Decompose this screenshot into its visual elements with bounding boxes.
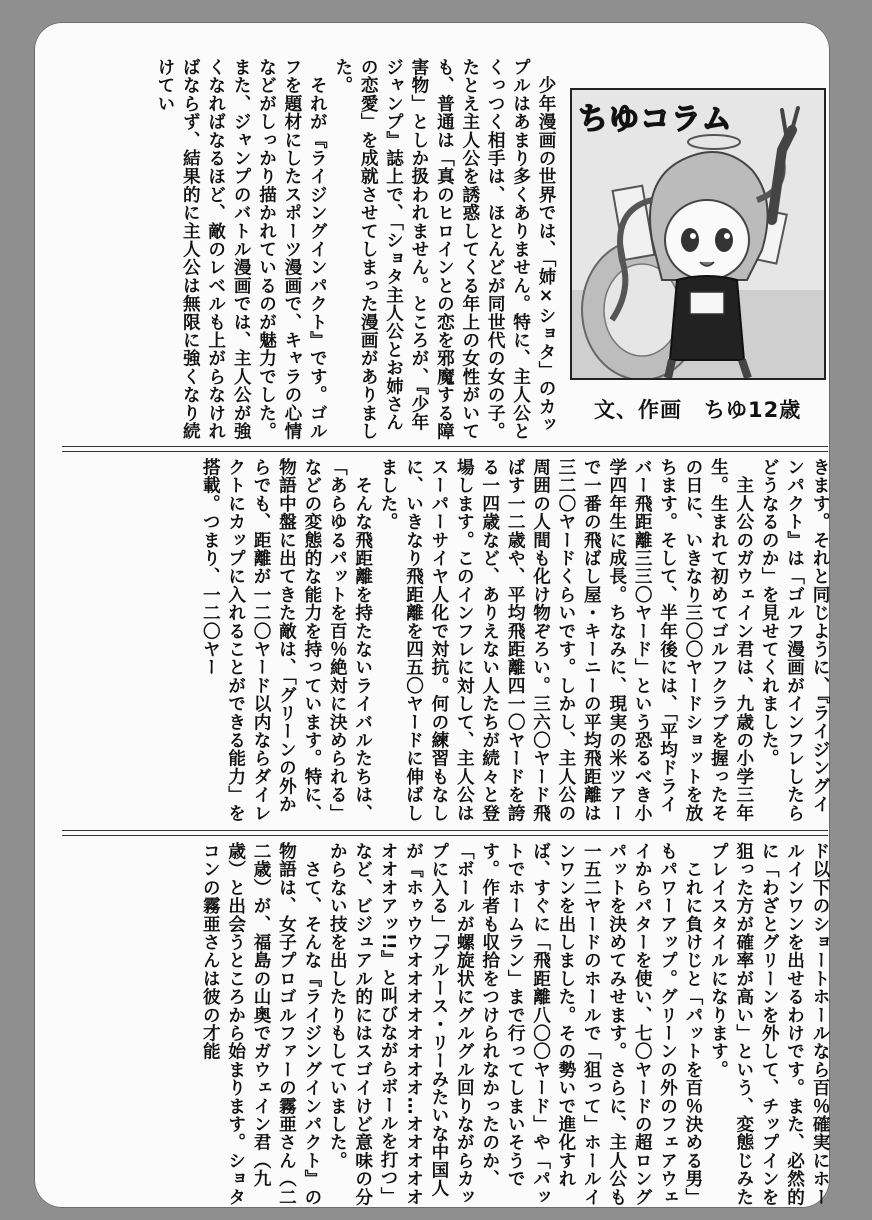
text-block-middle: きます。それと同じように、『ライジングインパクト』は「ゴルフ漫画がインフレしたらどうなるのか」を見せてくれました。 主人公のガウェイン君は、九歳の小学三年生。生まれて初めてゴルフクラブを握ったその日に、いきなり三〇〇ヤードショットを放ちます。そして、半年後には、「平均ドライバー飛距離三三〇ヤード」という恐るべき小学四年生に成長。ちなみに、現実の米ツアーで一番の飛ばし屋・キーニーの平均飛距離は三二〇ヤードくらいです。しかし、主人公の周囲の人間も化け物ぞろい。三六〇ヤード飛ばす一二歳や、平均飛距離四一〇ヤードを誇る一四歳など、ありえない人たちが続々と登場します。このインフレに対して、主人公はスーパーサイヤ人化で対抗。何の練習もなしに、いきなり飛距離を四五〇ヤードに伸ばしました。 そんな飛距離を持たないライバルたちは、「あらゆるパットを百％絶対に決められる」などの変態的な能力を持っています。特に、物語中盤に出てきた敵は、「グリーンの外からでも、距離が一二〇ヤード以内ならダイレクトにカップに入れることができる能力」を搭載。つまり、一二〇ヤー [200,458,830,822]
text-block-bottom: ド以下のショートホールなら百％確実にホールインワンを出せるわけです。また、必然的に「わざとグリーンを外して、チップインを狙った方が確率が高い」という、変態じみたプレイスタイルになります。 これに負けじと「パットを百％決める男」もパワーアップ。グリーンの外のフェアウェイからパターを使い、七〇ヤードの超ロングパットを決めてみせます。さらに、主人公も一五二ヤードのホールで「狙って」ホールインワンを出しました。その勢いで進化すれば、すぐに「飛距離八〇〇ヤード」や「パットでホームラン」まで行ってしまいそうです。作者も収拾をつけられなかったのか、「ボールが螺旋状にグルグル回りながらカップに入る」「ブルース・リーみたいな中国人が『ホゥウウオオオオオオオオ…オオオオオオオオアッ!!』と叫びながらボールを打つ」など、ビジュアル的にはスゴイけど意味の分からない技を出したりもしていました。 さて、そんな『ライジングインパクト』の物語は、女子プロゴルファーの霧亜さん（二二歳）が、福島の山奥でガウェイン君（九歳）と出会うところから始まります。ショタコンの霧亜さんは彼の才能 [200,842,830,1206]
column-caption: 文、作画 ちゆ12歳 [594,398,802,422]
column-title: ちゆコラム [578,102,733,137]
section-divider [62,830,828,836]
section-divider [62,446,828,452]
text-block-top: 少年漫画の世界では、「姉×ショタ」のカップルはあまり多くありません。特に、主人公とくっつく相手は、ほとんどが同世代の女の子。たとえ主人公を誘惑してくる年上の女性がいても、普通は「真のヒロインとの恋を邪魔する障害物」としか扱われません。ところが、『少年ジャンプ』誌上で、「ショタ主人公とお姉さんの恋愛」を成就させてしまった漫画がありました。 それが『ライジングインパクト』です。ゴルフを題材にしたスポーツ漫画で、キャラの心情などがしっかり描かれているのが魅力でした。また、ジャンプのバトル漫画では、主人公が強くなればなるほど、敵のレベルも上がらなければならず、結果的に主人公は無限に強くなり続けてい [154,58,556,441]
column-illustration [570,88,826,380]
page [34,22,830,1208]
